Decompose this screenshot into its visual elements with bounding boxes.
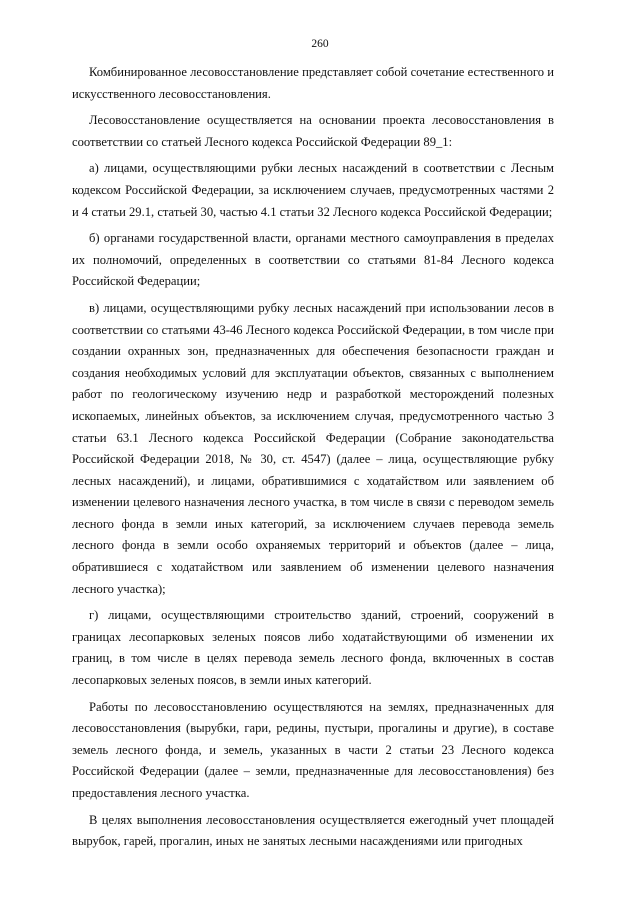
document-body [72, 62, 554, 858]
paragraph-annual-accounting: В целях выполнения лесовосстановления осуществляется ежегодный учет площадей вырубок, гарей, прогалин, иных не занятых лесными насаждениями или пригодных [72, 812, 554, 849]
paragraph-reforestation-works: Работы по лесовосстановлению осуществляются на землях, предназначенных для лесовосстановления (вырубки, гари, редины, пустыри, прогалины и другие), в составе земель лесного фонда, и земель, указанных в части 2 статьи 23 Лесного кодекса Российской Федерации (далее – земли, предназначенные для лесовосстановления) без предоставления лесного участка. [72, 699, 554, 800]
paragraph-item-v: в) лицами, осуществляющими рубку лесных насаждений при использовании лесов в соответствии со статьями 43-46 Лесного кодекса Российской Федерации, в том числе при создании охранных зон, предназначенных для обеспечения безопасности граждан и создания необходимых условий для эксплуатации объектов, связанных с выполнением работ по геологическому изучению недр и разработкой месторождений полезных ископаемых, линейных объектов, за исключением случая, предусмотренного частью 3 статьи 63.1 Лесного кодекса Российской Федерации (Собрание законодательства Российской Федерации 2018, № 30, ст. 4547) (далее – лица, осуществляющие рубку лесных насаждений), и лицами, обратившимися с ходатайством или заявлением об изменении целевого назначения лесного участка, в том числе в связи с переводом земель лесного фонда в земли иных категорий, за исключением случаев перевода земель лесного фонда в земли особо охраняемых территорий и объектов (далее – лица, обратившиеся с ходатайством или заявлением об изменении целевого назначения лесного участка); [72, 300, 554, 596]
paragraph-combined-reforestation: Комбинированное лесовосстановление представляет собой сочетание естественного и искусственного лесовосстановления. [72, 65, 554, 101]
paragraph-reforestation-basis: Лесовосстановление осуществляется на основании проекта лесовосстановления в соответствии со статьей Лесного кодекса Российской Федерации 89_1: [72, 113, 554, 149]
paragraph-item-b: б) органами государственной власти, органами местного самоуправления в пределах их полномочий, определенных в соответствии со статьями 81-84 Лесного кодекса Российской Федерации; [72, 231, 554, 289]
paragraph-item-g: г) лицами, осуществляющими строительство зданий, строений, сооружений в границах лесопарковых зеленых поясов либо ходатайствующими об изменении их границ, в том числе в целях перевода земель лесного фонда, включенных в состав лесопарковых зеленых поясов, в земли иных категорий. [72, 608, 554, 688]
page-number: 260 [311, 38, 329, 50]
paragraph-item-a: а) лицами, осуществляющими рубки лесных насаждений в соответствии с Лесным кодексом Российской Федерации, за исключением случаев, предусмотренных частями 2 и 4 статьи 29.1, статьей 30, частью 4.1 статьи 32 Лесного кодекса Российской Федерации; [72, 161, 554, 219]
